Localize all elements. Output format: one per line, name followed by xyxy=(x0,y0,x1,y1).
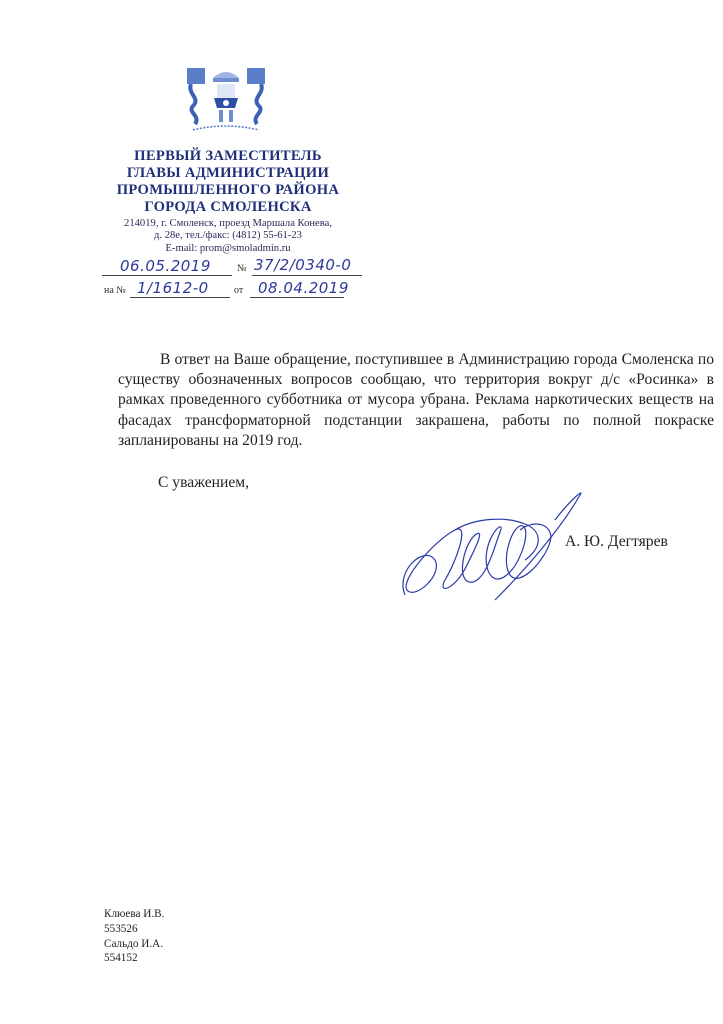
executor-phone: 554152 xyxy=(104,952,138,965)
reply-date-underline xyxy=(250,297,344,298)
reply-to-number: 1/1612-0 xyxy=(137,279,209,297)
outgoing-number: 37/2/0340-0 xyxy=(254,256,352,274)
letterhead-title xyxy=(100,148,356,216)
letterhead-address xyxy=(100,218,356,255)
executor-name: Клюева И.В. xyxy=(104,908,165,920)
outgoing-date: 06.05.2019 xyxy=(120,257,211,275)
coat-of-arms-icon xyxy=(183,64,269,136)
from-label: от xyxy=(234,285,244,296)
date-underline xyxy=(102,275,232,276)
title-line: ПРОМЫШЛЕННОГО РАЙОНА xyxy=(116,182,340,198)
address-line: 214019, г. Смоленск, проезд Маршала Конева, xyxy=(124,218,332,229)
reply-number-underline xyxy=(130,297,230,298)
reply-to-date: 08.04.2019 xyxy=(258,279,349,297)
executor-phone: 553526 xyxy=(104,922,138,935)
number-underline xyxy=(252,275,362,276)
body-paragraph: В ответ на Ваше обращение, поступившее в Администрацию города Смоленска по существу обозначенных вопросов сообщаю, что территория вокруг д/с «Росинка» в рамках проведенного субботника от мусора убрана. Реклама наркотических веществ на фасадах трансформаторной подстанции закрашена, работы по полной покраске запланированы на 2019 год. xyxy=(118,351,714,449)
title-line: ПЕРВЫЙ ЗАМЕСТИТЕЛЬ xyxy=(134,148,322,164)
letter-body xyxy=(118,350,714,451)
executor-contacts xyxy=(104,907,164,966)
email-line: E-mail: prom@smoladmin.ru xyxy=(165,242,291,254)
title-line: ГОРОДА СМОЛЕНСКА xyxy=(144,199,312,215)
closing-salutation: С уважением, xyxy=(158,474,250,491)
number-label: № xyxy=(237,263,247,274)
address-line: д. 28е, тел./факс: (4812) 55-61-23 xyxy=(154,230,302,242)
executor-name: Сальдо И.А. xyxy=(104,937,164,950)
signer-name: А. Ю. Дегтярев xyxy=(565,533,668,550)
reply-to-label: на № xyxy=(104,285,126,296)
title-line: ГЛАВЫ АДМИНИСТРАЦИИ xyxy=(126,165,330,181)
